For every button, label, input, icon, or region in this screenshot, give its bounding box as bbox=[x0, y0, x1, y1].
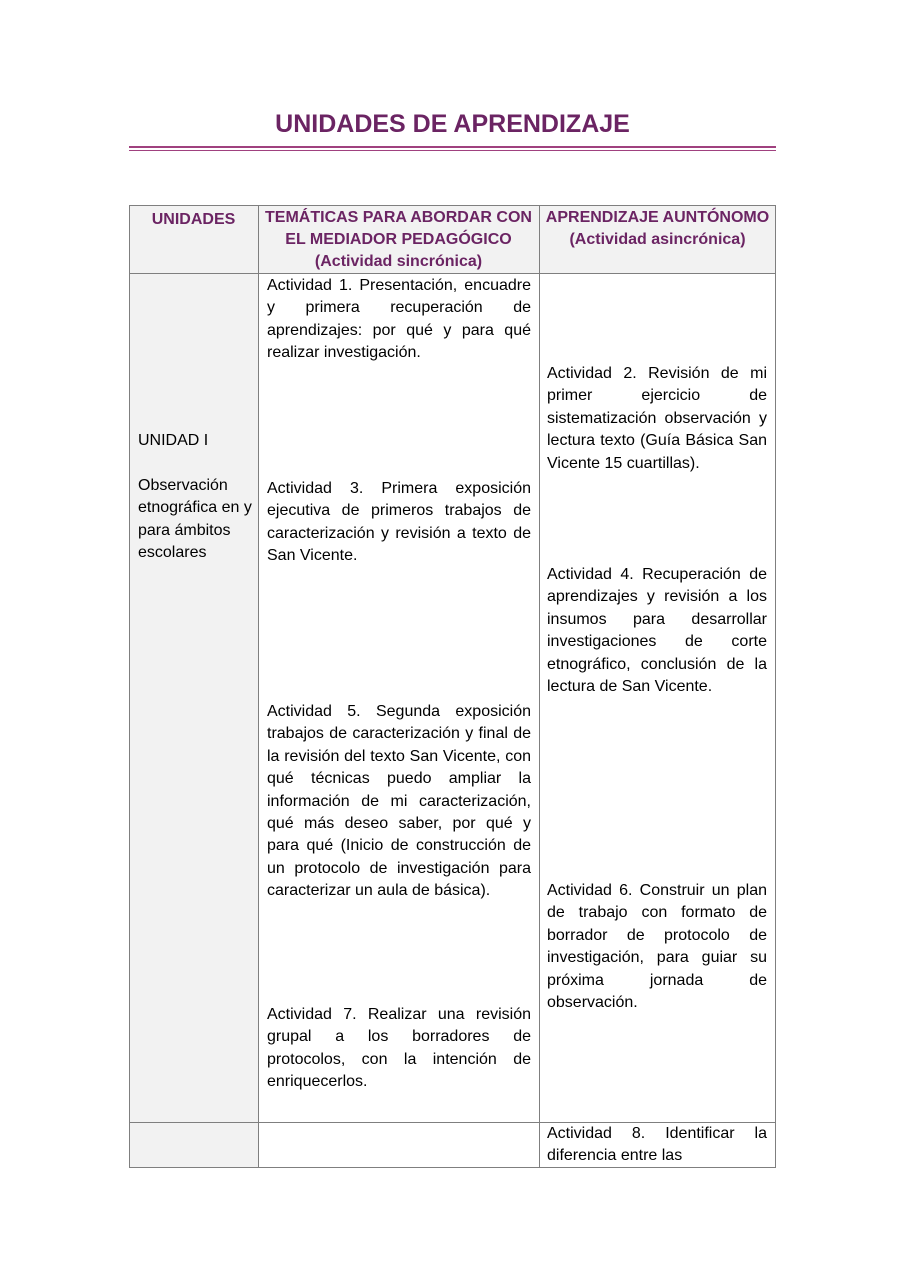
next-unit-cell bbox=[129, 1122, 258, 1168]
async-activity-8: Actividad 8. Identificar la diferencia entre las bbox=[547, 1125, 767, 1165]
page-title: UNIDADES DE APRENDIZAJE bbox=[275, 110, 630, 138]
header-async-line1: APRENDIZAJE AUNTÓNOMO bbox=[545, 209, 770, 226]
header-async-line2: (Actividad asincrónica) bbox=[569, 231, 746, 248]
sync-activity-7: Actividad 7. Realizar una revisión grupal a los borradores de protocolos, con la intención de enriquecerlos. bbox=[267, 1006, 531, 1091]
header-sync-line1: TEMÁTICAS PARA ABORDAR CON bbox=[265, 209, 532, 226]
sync-activity-1: Actividad 1. Presentación, encuadre y primera recuperación de aprendizajes: por qué y para qué realizar investigación. bbox=[267, 277, 531, 362]
async-activity-4: Actividad 4. Recuperación de aprendizajes y revisión a los insumos para desarrollar investigaciones de corte etnográfico, conclusión de la lectura de San Vicente. bbox=[547, 566, 767, 696]
async-activity-2: Actividad 2. Revisión de mi primer ejercicio de sistematización observación y lectura texto (Guía Básica San Vicente 15 cuartillas). bbox=[547, 365, 767, 472]
unit-name: UNIDAD I bbox=[138, 432, 209, 449]
header-async bbox=[539, 205, 776, 273]
sync-activity-5: Actividad 5. Segunda exposición trabajos de caracterización y final de la revisión del texto San Vicente, con qué técnicas puedo ampliar la información de mi caracterización, qué más deseo saber, por qué y para qué (Inicio de construcción de un protocolo de investigación para caracterizar un aula de básica). bbox=[267, 703, 531, 900]
header-units-label: UNIDADES bbox=[151, 211, 236, 228]
header-units bbox=[129, 205, 258, 273]
title-underline bbox=[129, 146, 776, 148]
sync-activity-3: Actividad 3. Primera exposición ejecutiva de primeros trabajos de caracterización y revisión a texto de San Vicente. bbox=[267, 480, 531, 565]
async-activity-6: Actividad 6. Construir un plan de trabajo con formato de borrador de protocolo de investigación, para guiar su próxima jornada de observación. bbox=[547, 882, 767, 1012]
header-sync-line2: EL MEDIADOR PEDAGÓGICO bbox=[285, 231, 512, 248]
learning-units-table bbox=[129, 205, 776, 1168]
header-sync bbox=[258, 205, 539, 273]
unit-description: Observación etnográfica en y para ámbitos escolares bbox=[138, 477, 252, 562]
header-sync-line3: (Actividad sincrónica) bbox=[314, 253, 483, 270]
title-underline-thin bbox=[129, 150, 776, 151]
unit-cell bbox=[129, 273, 258, 1122]
